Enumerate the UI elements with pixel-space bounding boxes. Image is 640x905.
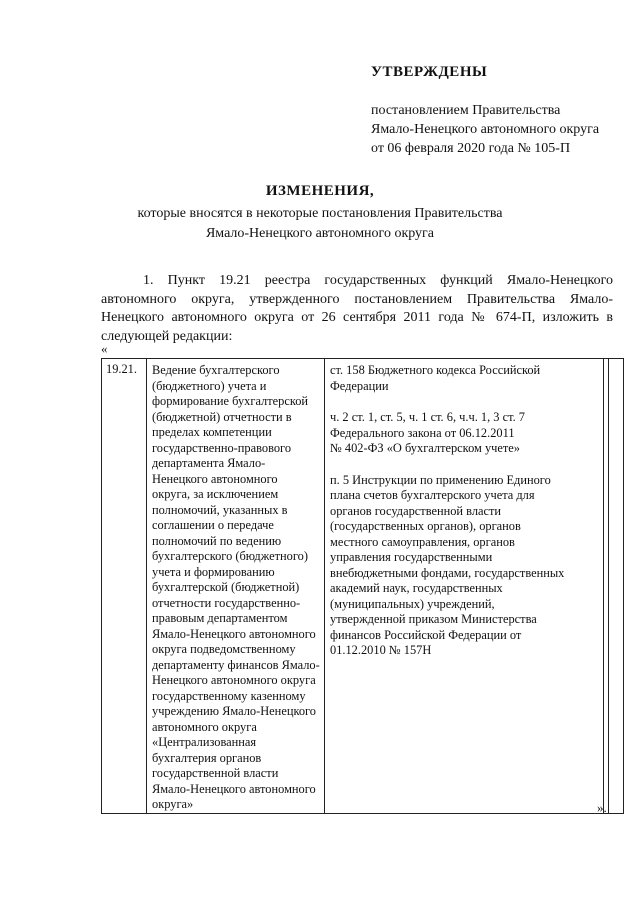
approval-title: УТВЕРЖДЕНЫ bbox=[371, 64, 488, 80]
function-line: департамента Ямало- bbox=[152, 456, 266, 470]
function-line: соглашении о передаче bbox=[152, 518, 274, 532]
subtitle-line: которые вносятся в некоторые постановления Правительства bbox=[137, 206, 503, 221]
function-text bbox=[152, 363, 320, 813]
function-line: (бюджетной) отчетности в bbox=[152, 409, 292, 424]
legal-basis-line: внебюджетными фондами, государственных bbox=[330, 565, 565, 580]
function-line: департаменту финансов Ямало- bbox=[152, 657, 320, 672]
legal-basis-line: 01.12.2010 № 157Н bbox=[330, 643, 432, 657]
legal-basis-line: плана счетов бухгалтерского учета для bbox=[330, 488, 535, 502]
approval-decree-line: от 06 февраля 2020 года № 105-П bbox=[371, 141, 571, 156]
function-line: «Централизованная bbox=[152, 735, 257, 749]
legal-basis-line: (муниципальных) учреждений, bbox=[330, 596, 495, 611]
legal-basis-line: № 402-ФЗ «О бухгалтерском учете» bbox=[330, 441, 520, 455]
approval-decree bbox=[371, 101, 599, 158]
function-line: полномочий, указанных в bbox=[152, 502, 288, 517]
legal-basis-line: местного самоуправления, органов bbox=[330, 534, 515, 549]
function-line: автономного округа bbox=[152, 719, 257, 734]
table-row bbox=[102, 359, 624, 814]
legal-basis-line: академий наук, государственных bbox=[330, 581, 503, 595]
function-line: правовым департаментом bbox=[152, 611, 288, 625]
legal-basis-line: утвержденной приказом Министерства bbox=[330, 612, 537, 626]
row-number-cell: 19.21. bbox=[102, 359, 147, 814]
legal-basis-line: ст. 158 Бюджетного кодекса Российской bbox=[330, 363, 541, 377]
function-line: бухгалтерской (бюджетной) bbox=[152, 580, 300, 594]
function-line: учреждению Ямало-Ненецкого bbox=[152, 704, 316, 718]
function-line: Ямало-Ненецкого автономного bbox=[152, 626, 316, 641]
function-cell bbox=[147, 359, 325, 814]
legal-basis-line: управления государственными bbox=[330, 550, 493, 564]
document-subtitle bbox=[0, 204, 640, 244]
registry-table bbox=[101, 358, 624, 814]
function-line: округа, за исключением bbox=[152, 487, 279, 501]
subtitle-line: Ямало-Ненецкого автономного округа bbox=[205, 226, 435, 241]
function-line: государственно-правового bbox=[152, 440, 292, 455]
function-line: отчетности государственно- bbox=[152, 595, 301, 610]
legal-basis-item bbox=[330, 363, 600, 394]
legal-basis-item bbox=[330, 473, 600, 659]
legal-basis-text bbox=[330, 363, 600, 659]
function-line: полномочий по ведению bbox=[152, 533, 282, 548]
function-line: Ведение бухгалтерского bbox=[152, 363, 280, 377]
legal-basis-line: (государственных органов), органов bbox=[330, 519, 521, 533]
closing-quote: ». bbox=[597, 800, 607, 815]
document-title: ИЗМЕНЕНИЯ, bbox=[265, 183, 375, 199]
legal-basis-line: ч. 2 ст. 1, ст. 5, ч. 1 ст. 6, ч.ч. 1, 3 ст. 7 bbox=[330, 410, 525, 424]
function-line: государственной власти bbox=[152, 766, 279, 780]
function-line: пределах компетенции bbox=[152, 425, 272, 439]
empty-cell bbox=[609, 359, 624, 814]
approval-decree-line: Ямало-Ненецкого автономного округа bbox=[371, 122, 600, 137]
function-line: округа подведомственному bbox=[152, 642, 296, 656]
function-line: округа» bbox=[152, 797, 194, 811]
function-line: Ямало-Ненецкого автономного bbox=[152, 781, 316, 796]
amendment-paragraph: 1. Пункт 19.21 реестра государственных функций Ямало-Ненецкого автономного округа, утвержденного постановлением Правительства Ямало-Ненецкого автономного округа от 26 сентября 2011 года № 674-П, изложить в следующей редакции: bbox=[101, 273, 613, 344]
function-line: формирование бухгалтерской bbox=[152, 394, 309, 408]
legal-basis-line: финансов Российской Федерации от bbox=[330, 627, 522, 642]
legal-basis-line: Федерации bbox=[330, 378, 389, 393]
approval-decree-line: постановлением Правительства bbox=[371, 103, 561, 118]
function-line: Ненецкого автономного bbox=[152, 471, 278, 486]
function-line: (бюджетного) учета и bbox=[152, 378, 267, 393]
legal-basis-line: Федерального закона от 06.12.2011 bbox=[330, 425, 515, 440]
function-line: бухгалтерского (бюджетного) bbox=[152, 549, 308, 563]
function-line: бухгалтерия органов bbox=[152, 750, 262, 765]
function-line: государственному казенному bbox=[152, 688, 306, 703]
opening-quote: « bbox=[101, 341, 108, 356]
function-line: учета и формированию bbox=[152, 564, 275, 579]
legal-basis-line: органов государственной власти bbox=[330, 503, 502, 518]
legal-basis-cell bbox=[325, 359, 604, 814]
legal-basis-line: п. 5 Инструкции по применению Единого bbox=[330, 472, 551, 487]
function-line: Ненецкого автономного округа bbox=[152, 673, 316, 687]
legal-basis-item bbox=[330, 410, 600, 457]
